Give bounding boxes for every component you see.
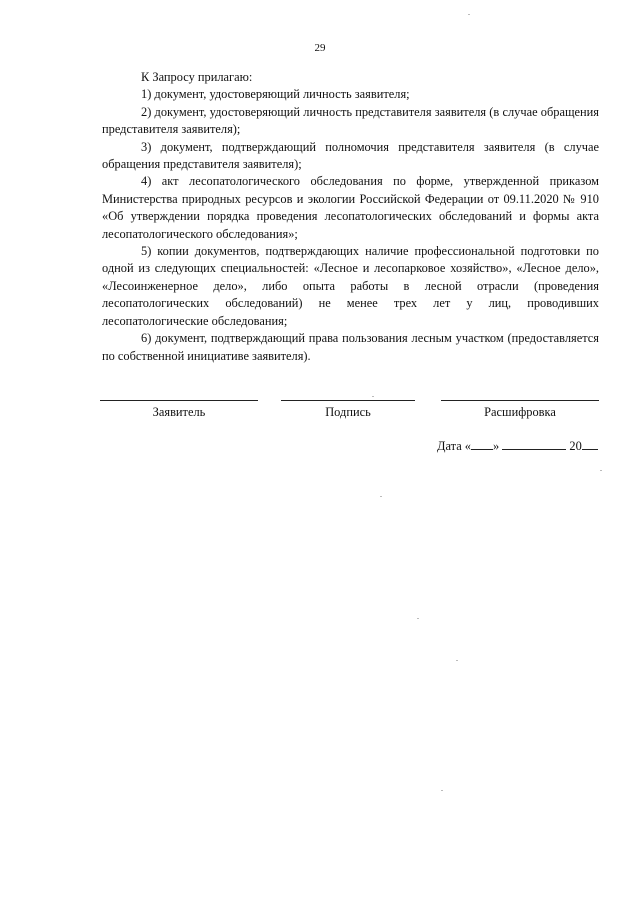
date-quote-close: »	[493, 439, 500, 453]
year-blank	[582, 438, 598, 450]
transcript-field	[441, 400, 599, 420]
month-blank	[502, 438, 566, 450]
signature-field	[281, 400, 415, 420]
list-item: 3) документ, подтверждающий полномочия представителя заявителя (в случае обращения представителя заявителя);	[102, 139, 599, 172]
applicant-label: Заявитель	[152, 405, 206, 419]
day-blank	[471, 438, 493, 450]
transcript-label: Расшифровка	[484, 405, 556, 419]
scan-speck	[372, 396, 374, 397]
scan-speck	[380, 496, 382, 497]
scan-speck	[441, 790, 443, 791]
list-intro: К Запросу прилагаю:	[141, 70, 253, 84]
list-item: 4) акт лесопатологического обследования по форме, утвержденной приказом Министерства природных ресурсов и экологии Российской Федерации от 09.11.2020 № 910 «Об утверждении порядка проведения лесопатологических обследований и формы акта лесопатологического обследования»;	[102, 174, 599, 241]
scan-speck	[600, 470, 602, 471]
list-item: 5) копии документов, подтверждающих наличие профессиональной подготовки по одной из следующих специальностей: «Лесное и лесопарковое хозяйство», «Лесное дело», «Лесоинженерное дело», либо опыта работы в лесной отрасли (проведения лесопатологических обследований) не менее трех лет у лиц, проводивших лесопатологические обследования;	[102, 244, 599, 328]
transcript-line	[441, 400, 599, 401]
date-label: Дата «	[437, 439, 471, 453]
signature-block	[0, 400, 640, 430]
signature-line	[281, 400, 415, 401]
list-item: 1) документ, удостоверяющий личность заявителя;	[141, 87, 410, 102]
signature-label: Подпись	[325, 405, 371, 419]
year-prefix: 20	[569, 439, 582, 453]
attachment-list	[102, 69, 599, 365]
applicant-line	[100, 400, 258, 401]
scan-speck	[456, 660, 458, 661]
date-field	[437, 438, 599, 454]
scan-speck	[417, 618, 419, 619]
list-item: 2) документ, удостоверяющий личность представителя заявителя (в случае обращения представителя заявителя);	[102, 104, 599, 137]
page-number: 29	[314, 42, 326, 54]
list-item: 6) документ, подтверждающий права пользования лесным участком (предоставляется по собственной инициативе заявителя).	[102, 331, 599, 363]
scan-speck	[468, 14, 470, 15]
applicant-field	[100, 400, 258, 420]
